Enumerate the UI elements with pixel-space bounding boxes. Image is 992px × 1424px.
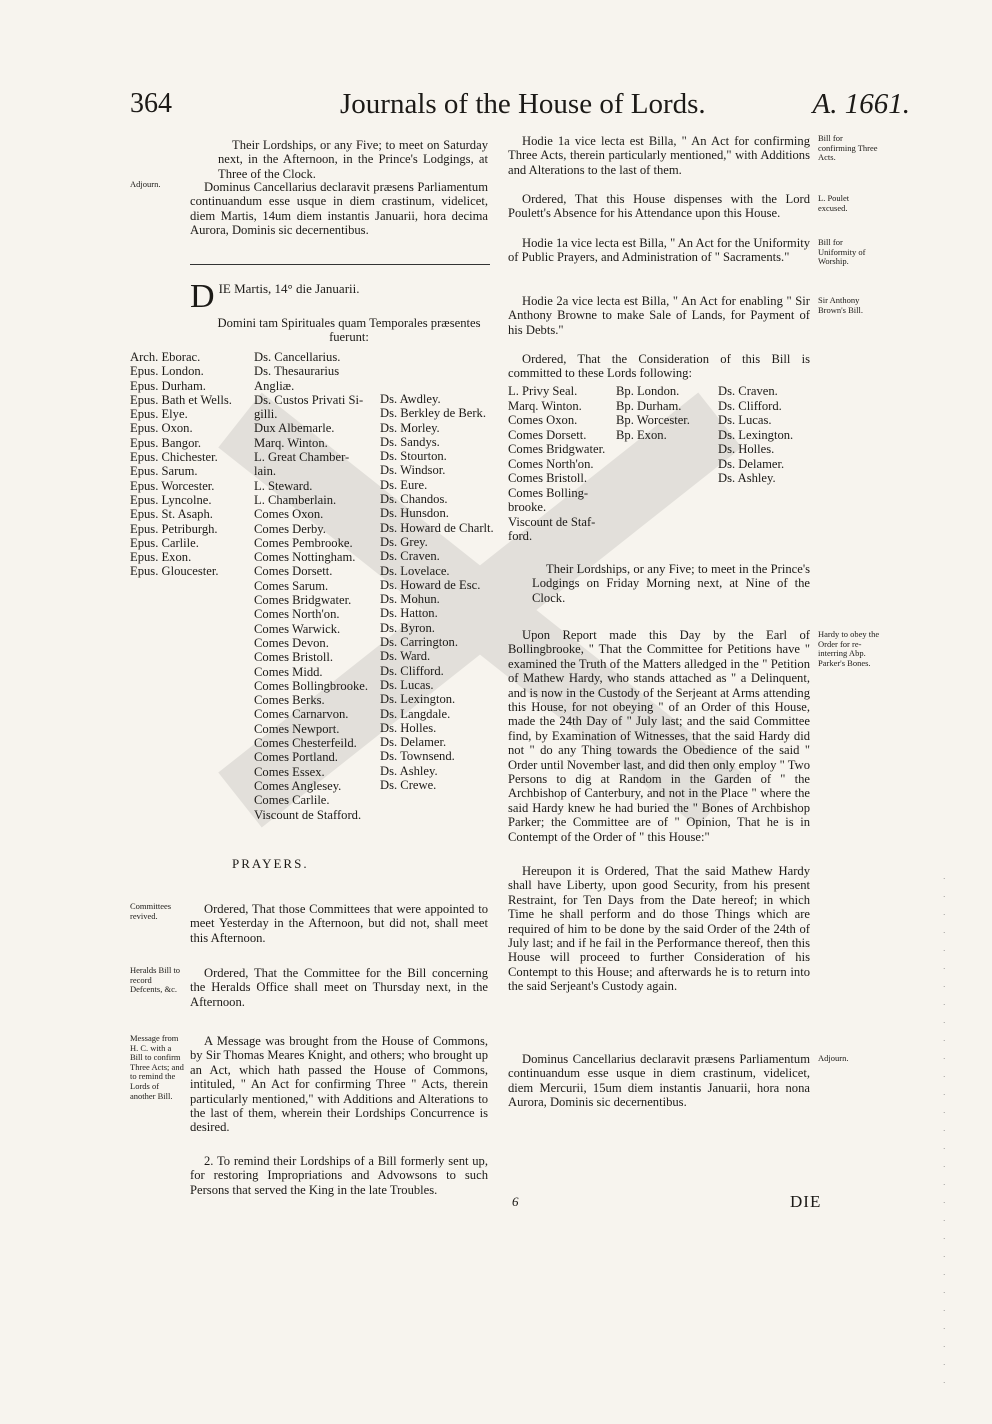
lord-name: L. Chamberlain. — [254, 492, 337, 507]
lord-name: Ds. Howard de Charlt. — [380, 520, 494, 535]
margin-note-message: Message from H. C. with a Bill to confirm Three Acts; and to remind the Lords of another Bill. — [130, 1033, 184, 1101]
lord-name: Epus. Elye. — [130, 407, 188, 422]
lord-name: Epus. Gloucester. — [130, 564, 219, 579]
lord-name: Bp. Worcester. — [616, 413, 690, 427]
right-para-poulet: Ordered, That this House dispenses with the Lord Poulett's Absence for his Attendance upon this House. — [508, 192, 810, 221]
lord-name: gilli. — [254, 407, 278, 422]
hardy-order: Hereupon it is Ordered, That the said Mathew Hardy shall have Liberty, upon good Security, from his present Restraint, for Ten Days from the Date hereof; in which Time he shall perform and do those Things which are required of him to be done by the said Order of the 24th of July last; and if he fail in the Performance thereof, then this House will proceed to further Consideration of his Contempt to this House; and afterwards he is to return into the said Serjeant's Custody again. — [508, 864, 810, 994]
lord-name: Ds. Holles. — [380, 720, 437, 735]
lord-name: Epus. London. — [130, 364, 204, 379]
left-para-heralds-bill: Ordered, That the Committee for the Bill concerning the Heralds Office shall meet on Thursday next, in the Afternoon. — [190, 966, 488, 1009]
lord-name: Comes North'on. — [508, 456, 594, 471]
lord-name: Comes Bridgwater. — [254, 593, 352, 608]
lord-name: Comes Essex. — [254, 764, 325, 779]
lord-name: Epus. Bath et Wells. — [130, 392, 232, 407]
lord-name: Comes Devon. — [254, 635, 329, 650]
margin-note-bill-confirm: Bill for confirming Three Acts. — [818, 133, 878, 163]
signature-mark: 6 — [512, 1194, 519, 1209]
die-heading — [190, 278, 490, 315]
lord-name: Ds. Lucas. — [718, 413, 772, 427]
left-para-committees-revived: Ordered, That those Committees that were appointed to meet Yesterday in the Afternoon, but did not, shall meet this Afternoon. — [190, 902, 488, 945]
lord-name: Ds. Awdley. — [380, 392, 441, 406]
margin-note-poulet: L. Poulet excused. — [818, 193, 850, 213]
lord-name: Viscount de Staf- — [508, 514, 596, 529]
lord-name: Ds. Lexington. — [718, 427, 794, 442]
lord-name: Ds. Sandys. — [380, 434, 440, 449]
lord-name: Angliæ. — [254, 378, 295, 393]
lord-name: Comes Chesterfeild. — [254, 736, 357, 751]
scan-edge-dots: · · · · · · · · · · · · · · · · · · · · · · · · · · · · · — [943, 875, 946, 1387]
left-para-committee-meet: Their Lordships, or any Five; to meet on Saturday next, in the Afternoon, in the Prince's Lodgings, at Three of the Clock. — [218, 138, 488, 181]
section-rule — [190, 264, 490, 265]
page-header — [130, 88, 910, 128]
lord-name: Epus. Oxon. — [130, 421, 193, 436]
lord-name: Ds. Ashley. — [718, 471, 776, 485]
lord-name: Ds. Holles. — [718, 442, 775, 456]
lord-name: Ds. Lucas. — [380, 677, 434, 692]
lord-name: Ds. Mohun. — [380, 592, 440, 607]
lord-name: Arch. Eborac. — [130, 350, 201, 364]
lord-name: Comes Oxon. — [254, 507, 324, 522]
lord-name: Dux Albemarle. — [254, 421, 335, 436]
dropcap: D — [190, 278, 215, 315]
die-heading-text: IE Martis, 14° die Januarii. — [218, 281, 360, 296]
lord-name: Comes Warwick. — [254, 621, 341, 636]
lord-name: Ds. Townsend. — [380, 749, 455, 764]
lords-list-temporal-2 — [380, 392, 500, 792]
committee-list-3 — [718, 384, 813, 486]
lord-name: Bp. Exon. — [616, 427, 667, 442]
lord-name: Comes Bristoll. — [508, 471, 588, 485]
lord-name: Epus. Durham. — [130, 378, 206, 393]
lord-name: Ds. Cancellarius. — [254, 350, 341, 364]
lord-name: Ds. Clifford. — [380, 663, 444, 678]
committee-intro: Ordered, That the Consideration of this Bill is committed to these Lords following: — [508, 352, 810, 381]
lord-name: Comes Bridgwater. — [508, 442, 606, 456]
lord-name: Ds. Lovelace. — [380, 563, 450, 578]
lord-name: Comes Portland. — [254, 750, 338, 765]
committee-meet: Their Lordships, or any Five; to meet in the Prince's Lodgings on Friday Morning next, at Nine of the Clock. — [532, 562, 810, 605]
lord-name: Ds. Carrington. — [380, 635, 459, 650]
lord-name: Epus. Chichester. — [130, 450, 218, 465]
page-number: 364 — [130, 88, 172, 119]
lord-name: Ds. Delamer. — [380, 735, 447, 750]
lord-name: Ds. Byron. — [380, 620, 435, 635]
lord-name: Ds. Eure. — [380, 477, 428, 492]
margin-note-uniformity: Bill for Uniformity of Worship. — [818, 237, 866, 267]
lord-name: brooke. — [508, 500, 547, 514]
lord-name: Ds. Ward. — [380, 649, 431, 664]
lord-name: Comes Dorsett. — [508, 427, 587, 442]
lord-name: Ds. Berkley de Berk. — [380, 406, 486, 421]
margin-note-browne: Sir Anthony Brown's Bill. — [818, 295, 863, 315]
die-subheading: Domini tam Spirituales quam Temporales præsentes fuerunt: — [217, 316, 481, 345]
lord-name: Comes North'on. — [254, 607, 340, 622]
lord-name: Comes Carlile. — [254, 793, 330, 808]
lord-name: Ds. Craven. — [718, 384, 778, 398]
hardy-report: Upon Report made this Day by the Earl of Bollingbrooke, " That the Committee for Petitions have " examined the Truth of the Matters alledged in the " Petition of Mathew Hardy, who stands attached as " a Delinquent, and is now in the Custody of the Serjeant at Arms attending this House, for not obeying " of an Order of this House, made the 24th Day of " July last; and the said Committee find, by Examination of Witnesses, that the said Hardy did not " do any Thing towards the Obedience of the said " Order until November last, and did then only employ " Two Persons to dig at Random in the Garden of " the Archbishop of Canterbury, and not in the Place " where the said Hardy knew he had buried the " Bones of Archbishop Parker; the Committee are of " Opinion, That he is in Contempt of the Order of " this House:" — [508, 628, 810, 844]
margin-note-adjourn: Adjourn. — [130, 179, 161, 189]
lord-name: Marq. Winton. — [254, 435, 328, 450]
lord-name: Comes Newport. — [254, 721, 340, 736]
page-title: Journals of the House of Lords. — [340, 88, 706, 120]
margin-note-committees: Committees revived. — [130, 901, 172, 921]
lord-name: Ds. Craven. — [380, 549, 440, 564]
lord-name: Ds. Ashley. — [380, 763, 438, 778]
lord-name: Ds. Howard de Esc. — [380, 577, 481, 592]
committee-list-1 — [508, 384, 620, 544]
lord-name: Epus. Lyncolne. — [130, 492, 212, 507]
lord-name: L. Great Chamber- — [254, 450, 350, 465]
lord-name: Ds. Langdale. — [380, 706, 451, 721]
lords-list-spiritual — [130, 350, 250, 579]
lord-name: Comes Bollingbrooke. — [254, 678, 369, 693]
lord-name: Comes Anglesey. — [254, 778, 342, 793]
right-para-browne: Hodie 2a vice lecta est Billa, " An Act for enabling " Sir Anthony Browne to make Sale of Lands, for Payment of his Debts." — [508, 294, 810, 337]
lord-name: Comes Oxon. — [508, 413, 578, 427]
lord-name: Epus. Carlile. — [130, 535, 199, 550]
lord-name: Comes Pembrooke. — [254, 535, 353, 550]
lord-name: Ds. Custos Privati Si- — [254, 392, 364, 407]
lord-name: Epus. Sarum. — [130, 464, 198, 479]
lord-name: ford. — [508, 529, 533, 543]
lord-name: Ds. Windsor. — [380, 463, 446, 478]
lord-name: Epus. Worcester. — [130, 478, 215, 493]
left-para-adjourn: Dominus Cancellarius declaravit præsens Parliamentum continuandum esse usque in diem crastinum, videlicet, diem Martis, 14um diem instantis Januarii, hora decima Aurora, Dominis sic decernentibus. — [190, 180, 488, 238]
lord-name: L. Steward. — [254, 478, 313, 493]
margin-note-hardy: Hardy to obey the Order for re-interring Abp. Parker's Bones. — [818, 629, 880, 668]
margin-note-adjourn-2: Adjourn. — [818, 1053, 849, 1063]
lord-name: Epus. Exon. — [130, 550, 192, 565]
right-para-uniformity: Hodie 1a vice lecta est Billa, " An Act for the Uniformity of Public Prayers, and Administration of " Sacraments." — [508, 236, 810, 265]
lord-name: Ds. Thesaurarius — [254, 364, 340, 379]
lord-name: Ds. Grey. — [380, 534, 428, 549]
lord-name: L. Privy Seal. — [508, 384, 578, 398]
lord-name: Comes Bristoll. — [254, 650, 334, 665]
committee-list-2 — [616, 384, 716, 442]
lord-name: Marq. Winton. — [508, 398, 582, 413]
lord-name: Ds. Stourton. — [380, 449, 447, 464]
margin-note-heralds: Heralds Bill to record Defcents, &c. — [130, 965, 181, 995]
lord-name: Ds. Hatton. — [380, 606, 438, 621]
lord-name: lain. — [254, 464, 277, 479]
lord-name: Comes Midd. — [254, 664, 323, 679]
lord-name: Ds. Hunsdon. — [380, 506, 449, 521]
catchword: DIE — [790, 1192, 822, 1211]
left-para-message: A Message was brought from the House of Commons, by Sir Thomas Meares Knight, and others; who brought up an Act, which hath passed the House of Commons, intituled, " An Act for confirming Three " Acts, therein particularly mentioned," with Additions and Alterations to the last of them, wherein their Lordships Concurrence is desired. — [190, 1034, 488, 1135]
lord-name: Comes Sarum. — [254, 578, 329, 593]
right-para-confirm-acts: Hodie 1a vice lecta est Billa, " An Act for confirming Three Acts, therein particularly mentioned," with Additions and Alterations to the last of them. — [508, 134, 810, 177]
lord-name: Bp. Durham. — [616, 398, 682, 413]
lord-name: Comes Dorsett. — [254, 564, 333, 579]
left-para-remind: 2. To remind their Lordships of a Bill formerly sent up, for restoring Impropriations and Advowsons to such Persons that served the King in the late Troubles. — [190, 1154, 488, 1197]
page-year: A. 1661. — [812, 88, 910, 120]
lord-name: Bp. London. — [616, 384, 680, 398]
lord-name: Ds. Clifford. — [718, 398, 782, 413]
lord-name: Ds. Crewe. — [380, 778, 437, 793]
lord-name: Comes Bolling- — [508, 485, 589, 500]
lord-name: Comes Berks. — [254, 693, 325, 708]
lord-name: Epus. Petriburgh. — [130, 521, 218, 536]
lord-name: Ds. Chandos. — [380, 492, 448, 507]
lord-name: Epus. Bangor. — [130, 435, 202, 450]
prayers-heading: PRAYERS. — [232, 856, 309, 871]
right-para-adjourn: Dominus Cancellarius declaravit præsens Parliamentum continuandum esse usque in diem crastinum, videlicet, diem Mercurii, 15um diem instantis Januarii, hora nona Aurora, Dominis sic decernentibus. — [508, 1052, 810, 1110]
lord-name: Ds. Lexington. — [380, 692, 456, 707]
lord-name: Comes Derby. — [254, 521, 326, 536]
lord-name: Viscount de Stafford. — [254, 807, 362, 822]
lord-name: Epus. St. Asaph. — [130, 507, 213, 522]
lords-list-temporal-1 — [254, 350, 379, 822]
lord-name: Comes Nottingham. — [254, 550, 356, 565]
lord-name: Ds. Morley. — [380, 420, 440, 435]
lord-name: Ds. Delamer. — [718, 456, 785, 471]
lord-name: Comes Carnarvon. — [254, 707, 349, 722]
